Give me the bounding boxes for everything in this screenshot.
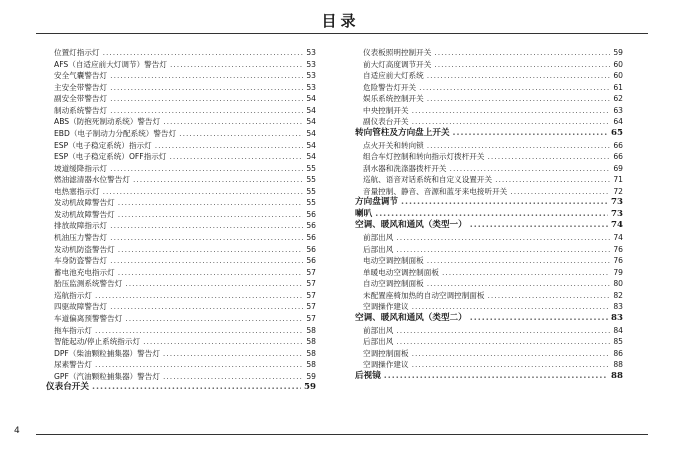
toc-dot-leader [118,197,303,209]
toc-entry-page: 83 [613,302,623,312]
toc-dot-leader [125,313,303,325]
toc-entry[interactable] [46,267,316,279]
page-title: 目录 [321,12,360,30]
toc-entry-title: 仪表台开关 [46,382,89,393]
toc-entry-title: 自动空调控制面板 [363,279,424,289]
page-number: 4 [14,426,20,436]
toc-entry-page: 53 [306,48,316,57]
toc-entry-page: 84 [613,325,623,335]
toc-entry-page: 72 [613,186,623,196]
toc-entry-title: 空调控制面板 [363,348,409,358]
toc-entry-page: 69 [613,163,623,173]
toc-entry-page: 55 [306,163,316,173]
toc-entry[interactable] [46,47,316,59]
toc-entry-page: 54 [306,152,316,162]
toc-dot-leader [427,93,610,105]
toc-dot-leader [163,348,303,360]
toc-entry-title: 自适应前大灯系统 [363,71,424,81]
toc-dot-leader [155,140,303,152]
header-rule [36,33,648,34]
toc-dot-leader [434,59,610,71]
toc-entry[interactable] [46,255,316,267]
toc-entry[interactable] [46,359,316,371]
toc-dot-leader [419,82,610,94]
toc-dot-leader [170,59,303,71]
toc-entry-page: 63 [613,105,623,115]
toc-dot-leader [488,290,611,302]
toc-entry-title: 方向盘调节 [355,197,398,208]
toc-entry-title: 刮水器和洗涤器拨杆开关 [363,163,447,173]
toc-entry-page: 80 [613,279,623,289]
toc-entry-title: AFS（自适应前大灯调节）警告灯 [54,59,167,69]
toc-entry-page: 56 [306,233,316,242]
toc-left-column [46,47,316,394]
toc-entry[interactable] [46,348,316,360]
toc-entry-page: 58 [306,325,316,335]
toc-entry-page: 66 [613,152,623,162]
toc-entry-title: 制动系统警告灯 [54,105,108,115]
toc-dot-leader [412,348,610,360]
toc-dot-leader [110,301,303,313]
toc-entry-page: 59 [306,371,316,381]
toc-entry[interactable] [355,93,623,105]
toc-dot-leader [396,232,610,244]
toc-entry-page: 57 [306,267,316,277]
toc-dot-leader [110,163,303,175]
toc-entry[interactable] [46,105,316,117]
toc-entry-page: 74 [611,220,623,231]
toc-entry-title: 智能起动/停止系统指示灯 [54,337,141,347]
toc-entry-title: 尿素警告灯 [54,360,92,370]
toc-entry-title: 组合车灯控制和转向指示灯拨杆开关 [363,152,485,162]
toc-entry[interactable] [355,255,623,267]
toc-entry[interactable] [46,232,316,244]
toc-entry-title: 四驱故障警告灯 [54,302,108,312]
toc-section-entry[interactable] [355,197,623,209]
toc-dot-leader [92,382,301,394]
toc-dot-leader [427,278,610,290]
toc-entry-title: 空调、暖风和通风（类型一） [355,220,467,231]
toc-dot-leader [103,186,303,198]
toc-entry-title: 燃油滤清器水位警告灯 [54,175,130,185]
toc-entry-page: 88 [613,360,623,370]
toc-entry-page: 53 [306,59,316,69]
toc-entry[interactable] [46,325,316,337]
toc-entry-page: 82 [613,290,623,300]
toc-entry-title: 空调操作建议 [363,302,409,312]
toc-entry-title: 空调、暖风和通风（类型二） [355,312,467,323]
toc-entry-page: 59 [613,48,623,57]
toc-dot-leader [495,174,610,186]
toc-dot-leader [427,255,610,267]
toc-dot-leader [510,186,610,198]
toc-entry-title: 发动机防盗警告灯 [54,244,115,254]
toc-entry-title: DPF（柴油颗粒捕集器）警告灯 [54,348,160,358]
toc-entry[interactable] [46,278,316,290]
toc-dot-leader [384,371,608,383]
toc-dot-leader [412,359,610,371]
toc-entry-page: 66 [613,140,623,150]
toc-entry[interactable] [46,70,316,82]
toc-entry-page: 56 [306,221,316,231]
toc-entry-page: 74 [613,233,623,242]
toc-entry[interactable] [46,116,316,128]
toc-dot-leader [110,93,303,105]
toc-entry-title: 机油压力警告灯 [54,233,108,242]
toc-entry[interactable] [355,348,623,360]
toc-entry[interactable] [46,220,316,232]
toc-entry-page: 55 [306,186,316,196]
toc-entry[interactable] [355,290,623,302]
toc-entry[interactable] [355,47,623,59]
toc-entry[interactable] [46,174,316,186]
toc-entry-page: 58 [306,360,316,370]
toc-entry-title: 电热塞指示灯 [54,186,100,196]
toc-entry-title: 发动机故障警告灯 [54,209,115,219]
toc-entry[interactable] [46,290,316,302]
toc-entry-title: 危险警告灯开关 [363,82,417,92]
toc-dot-leader [427,140,610,152]
toc-entry-title: 后部出风 [363,244,394,254]
toc-dot-leader [95,359,303,371]
toc-entry[interactable] [355,151,623,163]
toc-dot-leader [470,220,608,232]
toc-dot-leader [110,105,303,117]
toc-dot-leader [163,371,303,383]
toc-entry[interactable] [46,197,316,209]
toc-entry-page: 54 [306,140,316,150]
toc-entry-title: 排放故障指示灯 [54,221,108,231]
toc-entry-title: 仪表板照明控制开关 [363,48,432,57]
toc-entry-page: 61 [613,82,623,92]
toc-dot-leader [118,244,303,256]
toc-entry[interactable] [46,301,316,313]
toc-entry-page: 54 [306,117,316,127]
toc-entry-page: 64 [613,117,623,127]
toc-entry[interactable] [355,140,623,152]
toc-entry-title: EBD（电子制动力分配系统）警告灯 [54,128,177,138]
toc-dot-leader [125,278,303,290]
toc-entry-title: 后部出风 [363,337,394,347]
toc-entry[interactable] [355,325,623,337]
toc-entry-title: ABS（防抱死制动系统）警告灯 [54,117,161,127]
toc-dot-leader [179,128,303,140]
toc-entry-page: 76 [613,256,623,266]
toc-section-entry[interactable] [355,220,623,232]
toc-entry-page: 56 [306,244,316,254]
toc-entry-title: 单暖电动空调控制面板 [363,267,439,277]
toc-entry-page: 56 [306,256,316,266]
toc-entry-title: 点火开关和转向锁 [363,140,424,150]
toc-entry-title: 拖车指示灯 [54,325,92,335]
toc-dot-leader [401,197,608,209]
toc-entry-page: 58 [306,337,316,347]
toc-dot-leader [412,105,610,117]
toc-dot-leader [442,267,610,279]
toc-entry-page: 54 [306,94,316,104]
toc-entry[interactable] [355,116,623,128]
toc-entry-title: 前部出风 [363,325,394,335]
toc-entry-page: 55 [306,175,316,185]
toc-section-entry[interactable] [355,313,623,325]
toc-entry-page: 60 [613,71,623,81]
toc-entry-title: 副安全带警告灯 [54,94,108,104]
toc-entry-title: 蓄电池充电指示灯 [54,267,115,277]
toc-entry-page: 86 [613,348,623,358]
toc-entry-title: 转向管柱及方向盘上开关 [355,127,450,138]
toc-dot-leader [143,336,303,348]
toc-entry[interactable] [355,59,623,71]
toc-entry-title: 胎压监测系统警告灯 [54,279,123,289]
toc-section-entry[interactable] [355,209,623,221]
toc-entry-title: 喇叭 [355,208,373,219]
toc-dot-leader [396,325,610,337]
toc-entry-title: 发动机故障警告灯 [54,198,115,208]
toc-entry-title: 娱乐系统控制开关 [363,94,424,104]
toc-dot-leader [488,151,611,163]
toc-dot-leader [118,209,303,221]
toc-entry-page: 79 [613,267,623,277]
toc-section-entry[interactable] [355,371,623,383]
toc-entry-title: 巡航、语音对话系统和自定义设置开关 [363,175,493,185]
toc-entry-page: 85 [613,337,623,347]
toc-dot-leader [95,290,303,302]
toc-dot-leader [110,232,303,244]
toc-dot-leader [163,116,303,128]
toc-dot-leader [427,70,610,82]
toc-entry-title: 后视镜 [355,370,381,381]
toc-entry-title: 位置灯指示灯 [54,48,100,57]
toc-entry-title: 坡道缓降指示灯 [54,163,108,173]
toc-entry-title: 中央控制开关 [363,105,409,115]
toc-entry-page: 60 [613,59,623,69]
toc-dot-leader [110,255,303,267]
toc-entry[interactable] [355,82,623,94]
toc-entry-page: 62 [613,94,623,104]
toc-entry-page: 54 [306,128,316,138]
toc-entry-page: 58 [306,348,316,358]
toc-entry-page: 71 [613,175,623,185]
toc-entry[interactable] [355,267,623,279]
toc-entry[interactable] [46,93,316,105]
toc-entry-page: 73 [611,197,623,208]
toc-dot-leader [470,313,608,325]
toc-dot-leader [169,151,303,163]
toc-entry[interactable] [46,163,316,175]
toc-entry-page: 57 [306,302,316,312]
toc-dot-leader [375,209,608,221]
toc-entry[interactable] [355,301,623,313]
toc-section-entry[interactable] [46,382,316,394]
toc-entry[interactable] [355,163,623,175]
toc-entry-page: 59 [304,382,316,393]
toc-entry[interactable] [46,82,316,94]
toc-entry[interactable] [355,105,623,117]
toc-entry-title: 电动空调控制面板 [363,256,424,266]
toc-dot-leader [450,163,610,175]
toc-entry[interactable] [46,336,316,348]
toc-entry[interactable] [355,359,623,371]
toc-right-column [355,47,623,382]
toc-entry[interactable] [355,70,623,82]
toc-entry-title: 副仪表台开关 [363,117,409,127]
toc-entry-page: 56 [306,209,316,219]
toc-entry[interactable] [46,209,316,221]
toc-entry-title: ESP（电子稳定系统）指示灯 [54,140,152,150]
toc-entry-title: 音量控制、静音、音源和蓝牙来电接听开关 [363,186,508,196]
toc-dot-leader [103,47,303,59]
toc-dot-leader [434,47,610,59]
toc-entry[interactable] [355,336,623,348]
toc-entry-title: 巡航指示灯 [54,290,92,300]
toc-entry-page: 73 [611,208,623,219]
toc-dot-leader [110,82,303,94]
toc-dot-leader [396,244,610,256]
toc-entry[interactable] [46,151,316,163]
toc-entry-title: 空调操作建议 [363,360,409,370]
toc-entry-title: ESP（电子稳定系统）OFF指示灯 [54,152,167,162]
toc-entry-title: 前部出风 [363,233,394,242]
toc-entry[interactable] [355,174,623,186]
toc-entry[interactable] [46,59,316,71]
toc-entry-page: 55 [306,198,316,208]
toc-entry[interactable] [355,244,623,256]
toc-entry[interactable] [355,278,623,290]
toc-dot-leader [453,128,608,140]
toc-entry-page: 57 [306,313,316,323]
toc-entry[interactable] [46,244,316,256]
toc-dot-leader [133,174,303,186]
toc-entry-title: 前大灯高度调节开关 [363,59,432,69]
toc-entry[interactable] [46,371,316,383]
toc-entry-title: 车道偏离预警警告灯 [54,313,123,323]
toc-dot-leader [118,267,303,279]
toc-dot-leader [95,325,303,337]
toc-entry[interactable] [355,232,623,244]
toc-section-entry[interactable] [355,128,623,140]
toc-entry[interactable] [46,313,316,325]
toc-dot-leader [412,116,610,128]
toc-entry-page: 76 [613,244,623,254]
toc-entry-page: 57 [306,290,316,300]
toc-dot-leader [110,220,303,232]
toc-entry-title: 主安全带警告灯 [54,82,108,92]
toc-entry-page: 83 [611,312,623,323]
toc-entry-page: 53 [306,82,316,92]
toc-entry[interactable] [46,140,316,152]
toc-dot-leader [412,301,610,313]
toc-dot-leader [396,336,610,348]
toc-entry-title: 车身防盗警告灯 [54,256,108,266]
toc-dot-leader [110,70,303,82]
toc-entry-title: 安全气囊警告灯 [54,71,108,81]
toc-entry[interactable] [46,186,316,198]
toc-entry-page: 53 [306,71,316,81]
toc-entry-page: 88 [611,370,623,381]
footer-rule [36,434,648,435]
toc-entry-page: 57 [306,279,316,289]
toc-entry-title: 未配置座椅加热的自动空调控制面板 [363,290,485,300]
toc-entry[interactable] [355,186,623,198]
toc-entry-page: 54 [306,105,316,115]
toc-entry-page: 65 [611,127,623,138]
toc-entry-title: GPF（汽油颗粒捕集器）警告灯 [54,371,160,381]
toc-entry[interactable] [46,128,316,140]
